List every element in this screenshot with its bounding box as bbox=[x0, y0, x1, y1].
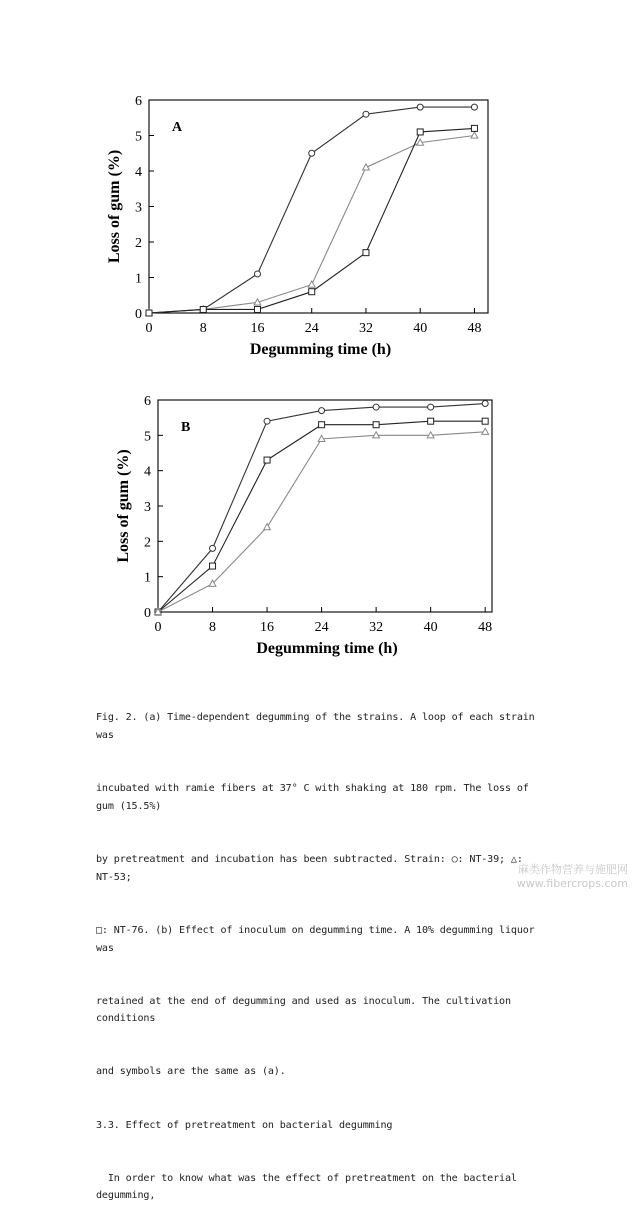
y-tick-label: 1 bbox=[135, 271, 142, 287]
y-tick-label: 4 bbox=[144, 464, 151, 480]
x-tick-label: 8 bbox=[199, 321, 207, 336]
data-point-circle bbox=[254, 271, 260, 277]
data-point-square bbox=[200, 306, 206, 312]
x-axis-title: Degumming time (h) bbox=[249, 341, 392, 358]
y-tick-label: 5 bbox=[135, 129, 142, 145]
x-axis-title: Degumming time (h) bbox=[256, 640, 398, 657]
y-tick-label: 0 bbox=[135, 307, 142, 322]
x-tick-label: 48 bbox=[478, 620, 493, 635]
y-tick-label: 3 bbox=[144, 500, 151, 515]
paragraph-first-line: In order to know what was the effect of pretreatment on the bacterial degumming, bbox=[96, 1172, 523, 1202]
data-point-triangle bbox=[471, 132, 478, 138]
x-tick-label: 40 bbox=[413, 321, 428, 336]
data-point-square bbox=[309, 289, 315, 295]
data-point-circle bbox=[309, 150, 315, 156]
data-point-square bbox=[254, 306, 260, 312]
caption-line: and symbols are the same as (a). bbox=[96, 1066, 286, 1078]
data-point-triangle bbox=[308, 281, 315, 287]
x-tick-label: 16 bbox=[260, 620, 275, 635]
caption-line: □: NT-76. (b) Effect of inoculum on degumming time. A 10% degumming liquor was bbox=[96, 924, 541, 954]
y-axis-title: Loss of gum (%) bbox=[106, 149, 123, 264]
x-tick-label: 0 bbox=[145, 321, 153, 336]
y-axis-title: Loss of gum (%) bbox=[115, 449, 132, 563]
x-tick-label: 8 bbox=[209, 620, 217, 635]
data-point-square bbox=[471, 125, 477, 131]
y-tick-label: 4 bbox=[135, 165, 142, 180]
y-tick-label: 3 bbox=[135, 200, 142, 216]
caption-line: by pretreatment and incubation has been subtracted. Strain: ○: NT-39; △: NT-53; bbox=[96, 854, 529, 883]
x-tick-label: 0 bbox=[154, 620, 162, 635]
watermark-line-2: www.fibercrops.com bbox=[516, 877, 628, 890]
watermark bbox=[517, 863, 628, 891]
y-tick-label: 1 bbox=[144, 570, 151, 586]
x-tick-label: 32 bbox=[358, 321, 373, 336]
x-tick-label: 40 bbox=[423, 620, 438, 635]
panel-label: B bbox=[181, 420, 191, 435]
y-tick-label: 0 bbox=[144, 606, 151, 621]
y-tick-label: 6 bbox=[144, 394, 151, 409]
caption-line: Fig. 2. (a) Time-dependent degumming of the strains. A loop of each strain was bbox=[96, 712, 541, 742]
y-tick-label: 2 bbox=[135, 236, 142, 251]
x-tick-label: 16 bbox=[250, 321, 265, 336]
x-tick-label: 24 bbox=[314, 620, 329, 635]
data-point-circle bbox=[471, 104, 477, 110]
data-point-square bbox=[146, 310, 152, 316]
panel-label: A bbox=[172, 120, 183, 135]
y-tick-label: 5 bbox=[144, 429, 151, 445]
data-point-circle bbox=[363, 111, 369, 117]
y-tick-label: 2 bbox=[144, 535, 151, 551]
section-heading: 3.3. Effect of pretreatment on bacterial degumming bbox=[96, 1119, 393, 1131]
x-tick-label: 32 bbox=[369, 620, 384, 635]
data-point-square bbox=[417, 129, 423, 135]
caption-line: retained at the end of degumming and used as inoculum. The cultivation conditions bbox=[96, 995, 517, 1025]
data-point-square bbox=[363, 250, 369, 256]
plot-frame bbox=[149, 100, 488, 313]
y-tick-label: 6 bbox=[135, 94, 142, 109]
caption-line: incubated with ramie fibers at 37° C with shaking at 180 rpm. The loss of gum (15.5%) bbox=[96, 783, 535, 812]
watermark-line-1: 麻类作物营养与施肥网 bbox=[518, 863, 628, 876]
data-point-circle bbox=[417, 104, 423, 110]
x-tick-label: 48 bbox=[467, 321, 482, 336]
x-tick-label: 24 bbox=[304, 321, 319, 336]
figure-caption bbox=[96, 674, 542, 1223]
